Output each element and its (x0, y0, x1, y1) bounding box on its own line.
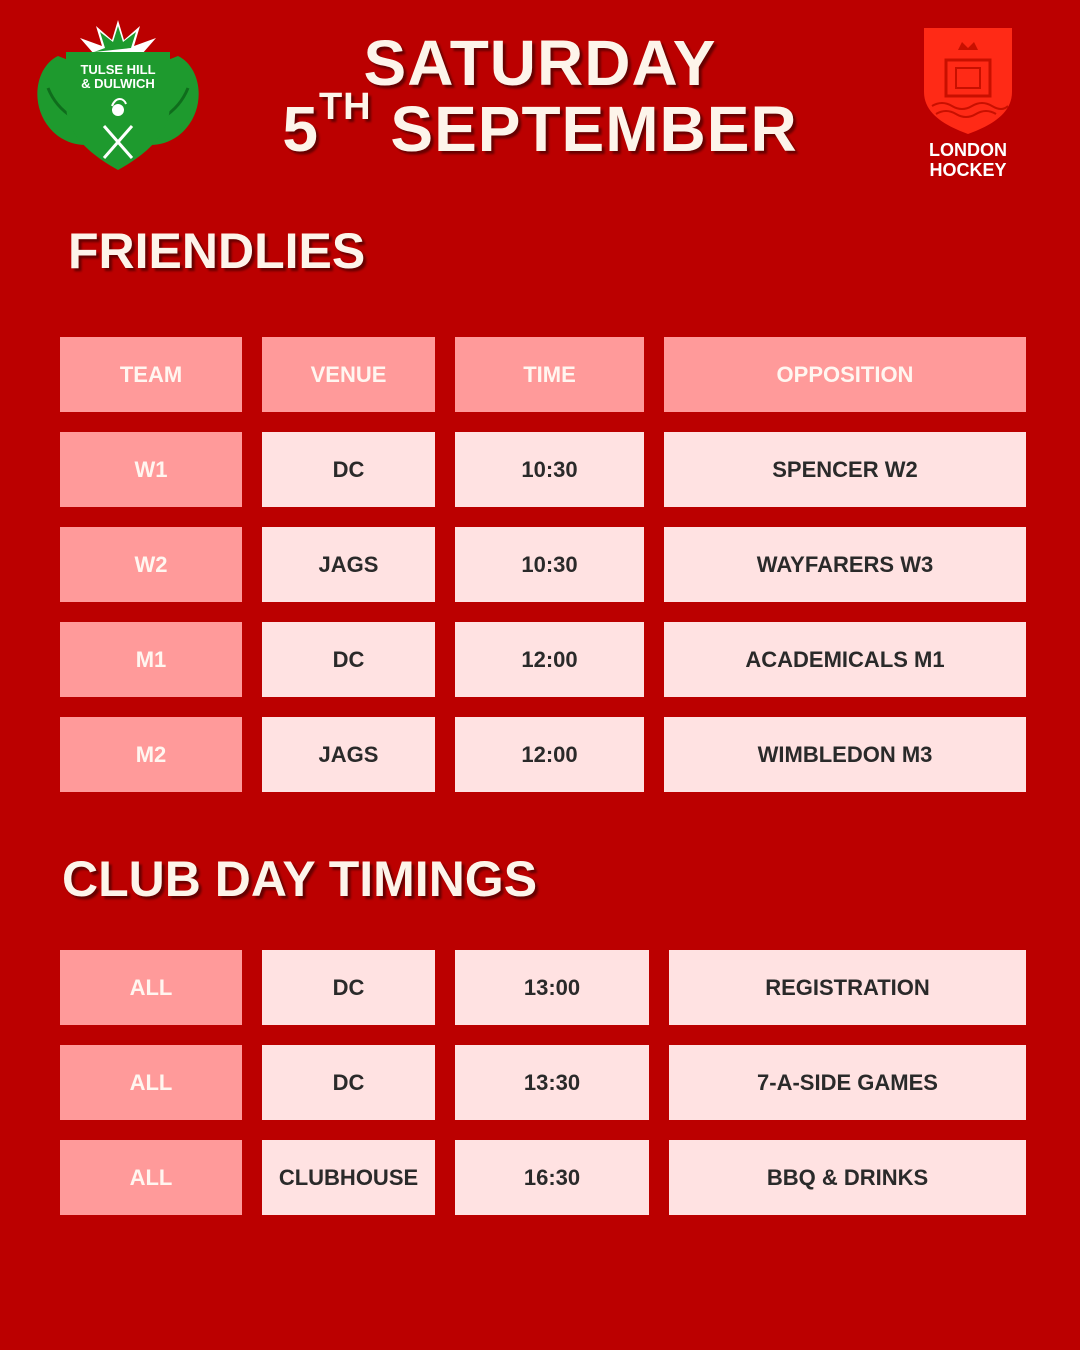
title-month: SEPTEMBER (390, 93, 798, 165)
club-day-time-cell: 13:00 (455, 950, 649, 1025)
club-day-team-cell: ALL (60, 1140, 242, 1215)
friendly-opposition-cell: ACADEMICALS M1 (664, 622, 1026, 697)
column-header-team: TEAM (60, 337, 242, 412)
club-day-time-cell: 16:30 (455, 1140, 649, 1215)
club-day-venue-cell: DC (262, 1045, 435, 1120)
friendly-opposition-cell: SPENCER W2 (664, 432, 1026, 507)
column-header-opposition: OPPOSITION (664, 337, 1026, 412)
club-day-venue-cell: DC (262, 950, 435, 1025)
friendlies-heading: FRIENDLIES (68, 223, 366, 279)
column-header-time: TIME (455, 337, 644, 412)
friendly-team-cell: M1 (60, 622, 242, 697)
club-day-team-cell: ALL (60, 950, 242, 1025)
london-hockey-logo (918, 22, 1018, 182)
friendly-time-cell: 12:00 (455, 622, 644, 697)
club-day-activity-cell: 7-A-SIDE GAMES (669, 1045, 1026, 1120)
logo-text-2: & DULWICH (81, 76, 155, 91)
friendly-team-cell: W2 (60, 527, 242, 602)
logo-text-1: TULSE HILL (80, 62, 156, 77)
friendly-venue-cell: JAGS (262, 527, 435, 602)
title-day-number: 5 (282, 93, 319, 165)
title-day-of-week: SATURDAY (363, 27, 717, 99)
friendly-time-cell: 12:00 (455, 717, 644, 792)
friendly-time-cell: 10:30 (455, 527, 644, 602)
friendly-opposition-cell: WAYFARERS W3 (664, 527, 1026, 602)
friendly-time-cell: 10:30 (455, 432, 644, 507)
friendly-opposition-cell: WIMBLEDON M3 (664, 717, 1026, 792)
club-day-activity-cell: BBQ & DRINKS (669, 1140, 1026, 1215)
club-day-activity-cell: REGISTRATION (669, 950, 1026, 1025)
title-day-suffix: TH (318, 86, 372, 128)
friendly-team-cell: M2 (60, 717, 242, 792)
friendly-venue-cell: JAGS (262, 717, 435, 792)
title-date (270, 86, 810, 165)
london-hockey-text-1: LONDON (929, 140, 1007, 160)
club-day-time-cell: 13:30 (455, 1045, 649, 1120)
friendly-venue-cell: DC (262, 432, 435, 507)
club-day-heading: CLUB DAY TIMINGS (62, 851, 538, 907)
page-title (270, 27, 810, 165)
club-day-venue-cell: CLUBHOUSE (262, 1140, 435, 1215)
tulse-hill-dulwich-logo (28, 18, 208, 178)
london-hockey-text-2: HOCKEY (929, 160, 1007, 180)
friendly-team-cell: W1 (60, 432, 242, 507)
club-day-team-cell: ALL (60, 1045, 242, 1120)
column-header-venue: VENUE (262, 337, 435, 412)
friendly-venue-cell: DC (262, 622, 435, 697)
